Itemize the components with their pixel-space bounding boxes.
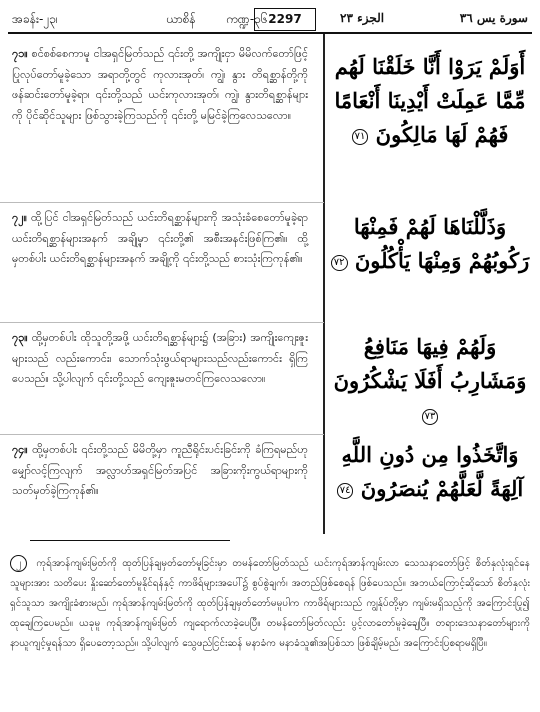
- ayah-number-marker: ٧٣: [422, 409, 439, 425]
- ayah-number-marker: ٧١: [352, 129, 369, 145]
- section-label: ယာစိန်: [166, 12, 196, 26]
- page-header: [8, 8, 532, 34]
- surah-label: سورة يس ٣٦: [459, 11, 528, 25]
- arabic-verse: [330, 210, 530, 278]
- arabic-text: وَلَهُمْ فِيهَا مَنَافِعُ وَمَشَارِبُ أَفَلَا يَشْكُرُونَ: [333, 334, 527, 393]
- juz-label: الجزء ٢٣: [340, 11, 385, 25]
- ayah-number-marker: ٧٢: [331, 255, 348, 271]
- part-label: ကဏ္ဍ-၃၆: [226, 12, 268, 26]
- translation-text: ထို့မှတစ်ပါး ၎င်းတို့သည် မိမိတို့မှာ ကူညီရိုင်းပင်းခြင်းကို ခံကြရမည်ဟု မျှော်လင့်ကြလျက် အလ္လာဟ်အရှင်မြတ်အပြင် အခြားကိုးကွယ်ရာများကို သတ်မှတ်ခဲ့ကြကုန်၏။: [12, 443, 308, 497]
- page-number: 2297: [254, 8, 316, 31]
- arabic-text: وَاتَّخَذُوا مِن دُونِ اللَّهِ آلِهَةً لَّعَلَّهُمْ يُنصَرُونَ: [341, 442, 524, 501]
- verse-separator: [0, 202, 324, 203]
- ayah-number-marker: ٧٤: [337, 483, 354, 499]
- verse-number: ၇၂။: [12, 211, 27, 224]
- verse-number: ၇၃။: [12, 331, 28, 344]
- arabic-text: وَذَلَّلْنَاهَا لَهُمْ فَمِنْهَا رَكُوبُهُمْ وَمِنْهَا يَأْكُلُونَ: [353, 214, 530, 273]
- translation-text: ထို့ပြင် ငါအရှင်မြတ်သည် ယင်းတိရစ္ဆာန်များကို အသုံးခံစေတော်မူခဲ့ရာ ယင်းတိရစ္ဆာန်များအနက် အချို့မှာ ၎င်းတို့၏ အစီးအနင်းဖြစ်ကြ၏။ ထို့မှတစ်ပါး ယင်းတိရစ္ဆာန်များအနက် အချို့ကို ၎င်းတို့သည် စားသုံးကြကုန်၏။: [12, 211, 308, 265]
- arabic-verse: [330, 438, 530, 506]
- footnote: [10, 554, 530, 654]
- arabic-text: أَوَلَمْ يَرَوْا أَنَّا خَلَقْنَا لَهُم مِّمَّا عَمِلَتْ أَيْدِينَا أَنْعَامًا فَهُمْ لَهَا مَالِكُونَ: [334, 54, 526, 147]
- arabic-verse: [330, 330, 530, 432]
- verse-translation: [12, 44, 308, 126]
- verse-separator: [0, 434, 324, 435]
- verse-separator: [0, 322, 324, 323]
- verse-number: ၇၁။: [12, 47, 28, 60]
- verse-translation: [12, 328, 308, 390]
- footnote-text: ကုရ်အာန်ကျမ်းမြတ်ကို ထုတ်ပြန်ချမှတ်တော်မူခြင်းမှာ တမန်တော်မြတ်သည် ယင်းကုရ်အာန်ကျမ်းလာ သေသနာတော်ဖြင့် စိတ်နှလုံးရှင်နေသူများအား သတိပေး နှိုးဆော်တော်မူနိုင်ရန်နှင့် ကာဖိရ်များအပေါ်၌ စွပ်စွဲချက်၊ အတည်ဖြစ်စေရန် ဖြစ်ပေသည်။ အဘယ်ကြောင့်ဆိုသော် စိတ်နှလုံးရှင်သူသာ အကျိုးခံစားမည်၊ ကုရ်အာန်ကျမ်းမြတ်ကို ထုတ်ပြန်ချမှတ်တော်မမူပါက ကာဖိရ်များသည် ကျွန်ုပ်တို့မှာ ကျမ်းမရှိသည့်ကို အကြောင်းပြု၍ ထုချေကြပေမည်။ ယခုမူ ကုရ်အာန်ကျမ်းမြတ် ကျရောက်လာခဲ့ပေပြီ။ တမန်တော်မြတ်လည်း ပွင့်လာတော်မူခဲ့ချေပြီ။ တရားဒေသနာတော်များကို နာယူကျင့်မှုရန်သာ ရှိပေတော့သည်။ သို့ပါလျက် သွေဖည်ငြင်းဆန် မနာခံက မနာခံသူ၏အပြစ်သာ ဖြစ်ချိမ့်မည်၊ အကြောင်းပြစရာမရှိပြီ။: [10, 558, 530, 649]
- chapter-label: အခန်း-၂၃၊: [12, 12, 58, 26]
- verse-translation: [12, 440, 308, 502]
- translation-text: ထို့မှတစ်ပါး ထိုသူတို့အဖို့ ယင်းတိရစ္ဆာန်များ၌ (အခြား) အကျိုးကျေးဇူးများသည် လည်းကောင်း၊ သောက်သုံးဖွယ်ရာများသည်လည်းကောင်း ရှိကြပေသည်။ သို့ပါလျက် ၎င်းတို့သည် ကျေးဇူးမတင်ကြလေသလော။: [12, 331, 309, 385]
- verse-number: ၇၄။: [12, 443, 28, 456]
- footnote-rule: [30, 540, 230, 541]
- column-divider: [323, 34, 325, 534]
- translation-text: စင်စစ်စေကာမူ ငါအရှင်မြတ်သည် ၎င်းတို့ အကျိုးငှာ မိမိလက်တော်ဖြင့် ပြုလုပ်တော်မူခဲ့သော အရာတို့တွင် ကုလားအုတ်၊ ကျွဲ၊ နွား တိရစ္ဆာန်တို့ကို ဖန်ဆင်းတော်မူခဲ့ရာ၊ ၎င်းတို့သည် ယင်းကုလားအုတ်၊ ကျွဲ၊ နွားတိရစ္ဆာန်များကို ပိုင်ဆိုင်သူများ ဖြစ်သွားခဲ့ကြသည်ကို ၎င်းတို့ မမြင်ခဲ့ကြလေသလော။: [12, 47, 308, 122]
- verse-translation: [12, 208, 308, 270]
- arabic-verse: [330, 50, 530, 152]
- footnote-marker: ၂: [10, 555, 27, 572]
